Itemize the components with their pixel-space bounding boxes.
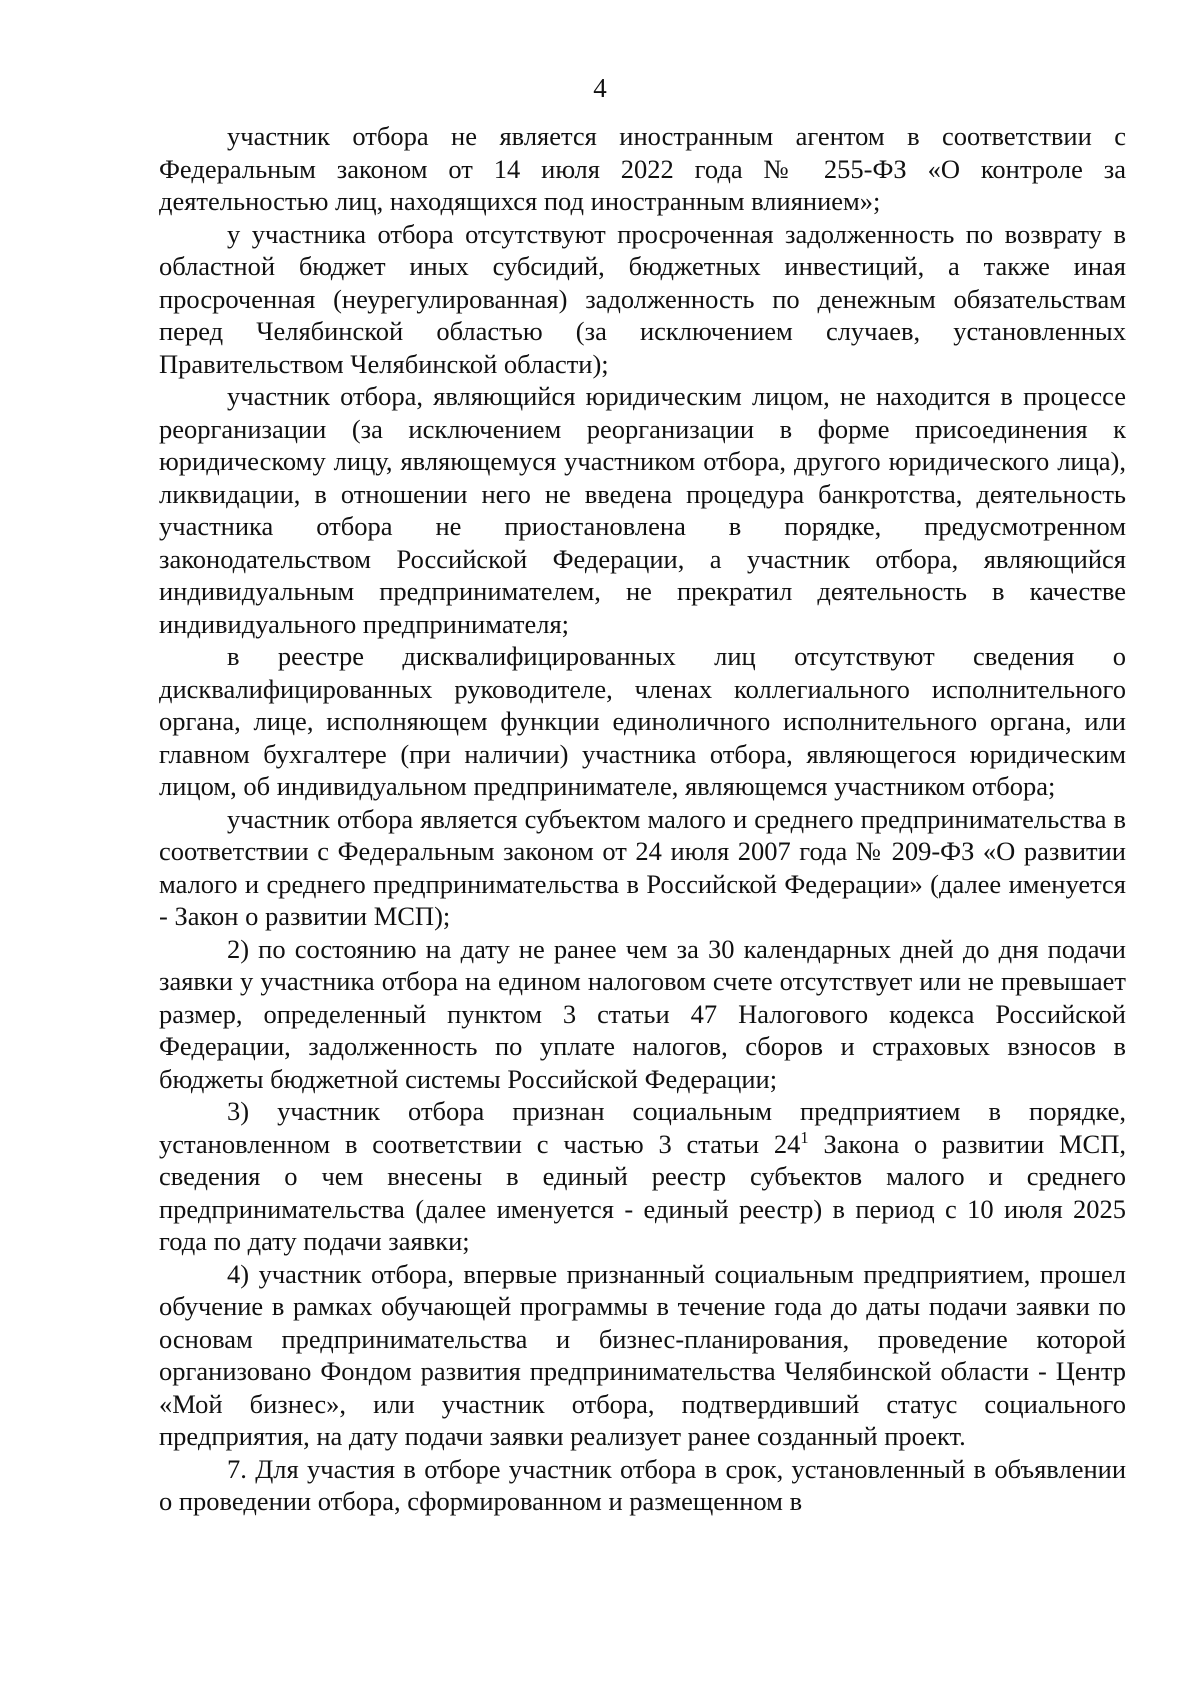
paragraph-item-3-text-after: Закона о развитии МСП, сведения о чем внесены в единый реестр субъектов малого и среднего предпринимательства (далее именуется - единый реестр) в период с 10 июля 2025 года по дату подачи заявки; bbox=[159, 1128, 1126, 1256]
paragraph-item-2-tax-debt: 2) по состоянию на дату не ранее чем за 30 календарных дней до дня подачи заявки у участника отбора на едином налоговом счете отсутствует или не превышает размер, определенный пунктом 3 статьи 47 Налогового кодекса Российской Федерации, задолженность по уплате налогов, сборов и страховых взносов в бюджеты бюджетной системы Российской Федерации; bbox=[159, 933, 1126, 1094]
paragraph-sme-subject: участник отбора является субъектом малого и среднего предпринимательства в соответствии с Федеральным законом от 24 июля 2007 года № 209-ФЗ «О развитии малого и среднего предпринимательства в Российской Федерации» (далее именуется - Закон о развитии МСП); bbox=[159, 803, 1126, 931]
paragraph-foreign-agent: участник отбора не является иностранным агентом в соответствии с Федеральным законом от 14 июля 2022 года № 255-ФЗ «О контроле за деятельностью лиц, находящихся под иностранным влиянием»; bbox=[159, 121, 1126, 216]
paragraph-item-3-text-before: 3) участник отбора признан социальным предприятием в порядке, установленном в соответствии с частью 3 статьи 24 bbox=[159, 1096, 1126, 1159]
document-body bbox=[159, 120, 1126, 1518]
paragraph-overdue-debt: у участника отбора отсутствуют просроченная задолженность по возврату в областной бюджет иных субсидий, бюджетных инвестиций, а также иная просроченная (неурегулированная) задолженность по денежным обязательствам перед Челябинской областью (за исключением случаев, установленных Правительством Челябинской области); bbox=[159, 218, 1126, 379]
paragraph-item-7-application: 7. Для участия в отборе участник отбора в срок, установленный в объявлении о проведении отбора, сформированном и размещенном в bbox=[159, 1453, 1126, 1516]
paragraph-disqualified-persons: в реестре дисквалифицированных лиц отсутствуют сведения о дисквалифицированных руководителе, членах коллегиального исполнительного органа, лице, исполняющем функции единоличного исполнительного органа, или главном бухгалтере (при наличии) участника отбора, являющегося юридическим лицом, об индивидуальном предпринимателе, являющемся участником отбора; bbox=[159, 641, 1126, 801]
page-number: 4 bbox=[593, 73, 607, 103]
paragraph-item-4-training: 4) участник отбора, впервые признанный социальным предприятием, прошел обучение в рамках обучающей программы в течение года до даты подачи заявки по основам предпринимательства и бизнес-планирования, проведение которой организовано Фондом развития предпринимательства Челябинской области - Центр «Мой бизнес», или участник отбора, подтвердивший статус социального предприятия, на дату подачи заявки реализует ранее созданный проект. bbox=[159, 1258, 1126, 1451]
paragraph-reorganization: участник отбора, являющийся юридическим лицом, не находится в процессе реорганизации (за исключением реорганизации в форме присоединения к юридическому лицу, являющемуся участником отбора, другого юридического лица), ликвидации, в отношении него не введена процедура банкротства, деятельность участника отбора не приостановлена в порядке, предусмотренном законодательством Российской Федерации, а участник отбора, являющийся индивидуальным предпринимателем, не прекратил деятельность в качестве индивидуального предпринимателя; bbox=[159, 381, 1126, 639]
article-superscript: 1 bbox=[800, 1127, 809, 1147]
paragraph-item-3-social-enterprise bbox=[159, 1095, 1126, 1258]
